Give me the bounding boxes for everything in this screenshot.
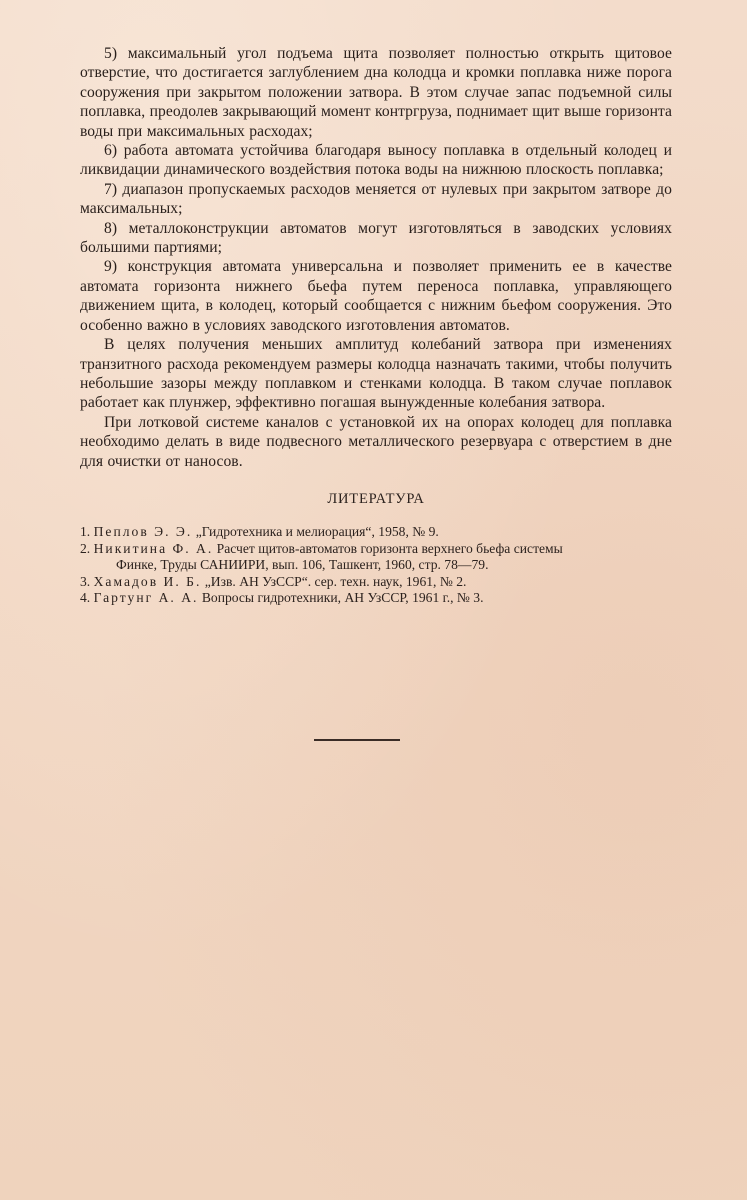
reference-text: „Изв. АН УзССР“. сер. техн. наук, 1961, № 2. (204, 573, 467, 589)
paragraph-item-5: 5) максимальный угол подъема щита позволяет полностью открыть щитовое отверстие, что достигается заглублением дна колодца и кромки поплавка ниже порога сооружения при закрытом положении затвора. В этом случае запас подъемной силы поплавка, преодолев закрывающий момент контргруза, поднимает щит выше горизонта воды при максимальных расходах; (80, 45, 672, 140)
paragraph-item-6: 6) работа автомата устойчива благодаря выносу поплавка в отдельный колодец и ликвидации динамического воздействия потока воды на нижнюю плоскость поплавка; (80, 142, 672, 179)
reference-author: Хамадов И. Б. (93, 573, 202, 589)
page-content (80, 44, 672, 607)
references-heading: ЛИТЕРАТУРА (327, 490, 425, 507)
reference-text: Вопросы гидротехники, АН УзССР, 1961 г., № 3. (201, 590, 484, 606)
reference-number: 3. (80, 573, 91, 589)
reference-item (80, 590, 672, 607)
paragraph-tray-system: При лотковой системе каналов с установкой их на опорах колодец для поплавка необходимо делать в виде подвесного металлического резервуара с отверстием в дне для очистки от наносов. (80, 413, 672, 470)
reference-number: 4. (80, 590, 91, 606)
paragraph-item-8: 8) металлоконструкции автоматов могут изготовляться в заводских условиях большими партиями; (80, 219, 672, 257)
reference-text: „Гидротехника и мелиорация“, 1958, № 9. (195, 523, 439, 539)
reference-item (80, 574, 672, 591)
references-list (80, 524, 672, 607)
reference-author: Пеплов Э. Э. (93, 523, 193, 539)
reference-text: Расчет щитов-автоматов горизонта верхнего бьефа системы (216, 540, 563, 556)
reference-author: Гартунг А. А. (93, 590, 199, 606)
body-text (80, 44, 672, 471)
reference-text-continuation: Финке, Труды САНИИРИ, вып. 106, Ташкент, 1960, стр. 78—79. (116, 557, 489, 573)
section-divider (314, 739, 400, 741)
paragraph-amplitude: В целях получения меньших амплитуд колебаний затвора при изменениях транзитного расхода рекомендуем размеры колодца назначать такими, чтобы получить небольшие зазоры между поплавком и стенками колодца. В таком случае поплавок работает как плунжер, эффективно погашая вынужденные колебания затвора. (80, 336, 672, 412)
reference-author: Никитина Ф. А. (93, 540, 214, 556)
paragraph-item-7: 7) диапазон пропускаемых расходов меняется от нулевых при закрытом затворе до максимальных; (80, 180, 672, 218)
reference-item (80, 524, 672, 541)
reference-number: 1. (80, 523, 91, 539)
paragraph-item-9: 9) конструкция автомата универсальна и позволяет применить ее в качестве автомата горизонта нижнего бьефа путем переноса поплавка, управляющего движением щита, в колодец, который сообщается с нижним бьефом сооружения. Это особенно важно в условиях заводского изготовления автоматов. (80, 258, 672, 334)
reference-number: 2. (80, 540, 91, 556)
reference-item (80, 541, 672, 574)
